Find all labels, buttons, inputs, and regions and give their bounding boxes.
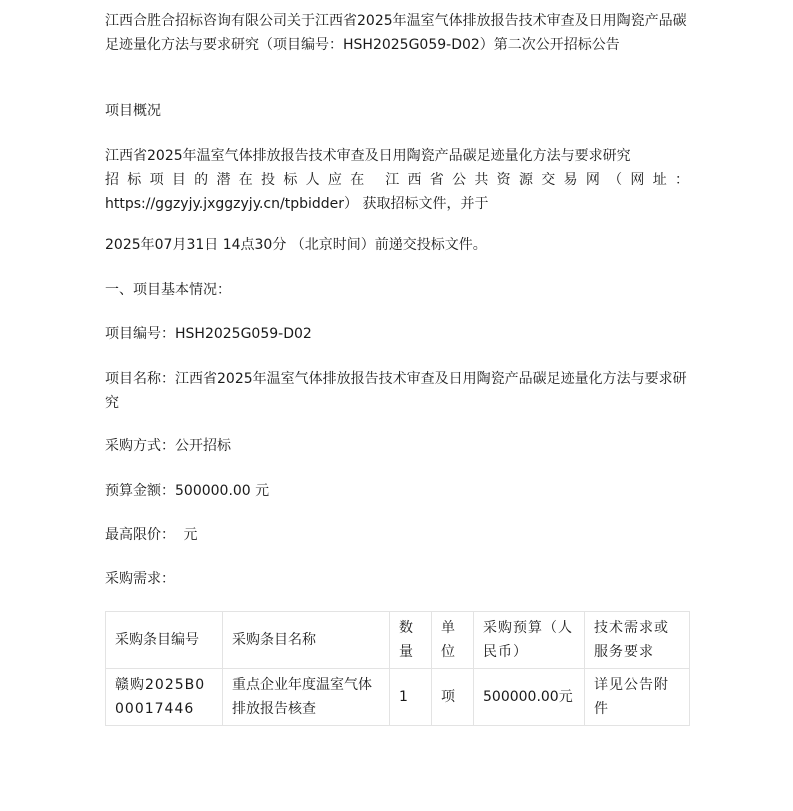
max-price-label: 最高限价： xyxy=(105,527,175,543)
cell-tech-requirements: 详见公告附件 xyxy=(585,669,690,726)
budget-label: 预算金额： xyxy=(105,483,175,499)
overview-line-3-link[interactable]: https://ggzyjy.jxggzyjy.cn/tpbidder） 获取招标文件，并于 xyxy=(105,196,489,212)
announcement-title: 江西合胜合招标咨询有限公司关于江西省2025年温室气体排放报告技术审查及日用陶瓷产品碳足迹量化方法与要求研究（项目编号：HSH2025G059-D02）第二次公开招标公告 xyxy=(105,13,687,53)
overview-line-2: 招标项目的潜在投标人应在 江西省公共资源交易网（网址： xyxy=(105,172,689,188)
procurement-method-label: 采购方式： xyxy=(105,438,175,454)
max-price-line xyxy=(105,523,689,547)
overview-line-1: 江西省2025年温室气体排放报告技术审查及日用陶瓷产品碳足迹量化方法与要求研究 xyxy=(105,148,631,164)
procurement-method-line xyxy=(105,434,689,458)
overview-paragraph xyxy=(105,144,689,216)
project-number-line xyxy=(105,322,689,346)
header-item-name: 采购条目名称 xyxy=(223,612,390,669)
max-price-value: 元 xyxy=(179,527,198,543)
project-name-line xyxy=(105,367,689,415)
header-item-number: 采购条目编号 xyxy=(106,612,223,669)
section-1-heading: 一、项目基本情况： xyxy=(105,282,231,298)
project-name-value: 江西省2025年温室气体排放报告技术审查及日用陶瓷产品碳足迹量化方法与要求研究 xyxy=(105,371,687,411)
bid-deadline: 2025年07月31日 14点30分 （北京时间）前递交投标文件。 xyxy=(105,237,487,253)
cell-quantity: 1 xyxy=(390,669,432,726)
project-number-value: HSH2025G059-D02 xyxy=(175,326,312,342)
table-row xyxy=(106,669,690,726)
budget-value: 500000.00 元 xyxy=(175,483,270,499)
header-tech-requirements: 技术需求或服务要求 xyxy=(585,612,690,669)
budget-line xyxy=(105,479,689,503)
requirements-label: 采购需求： xyxy=(105,571,175,587)
project-number-label: 项目编号： xyxy=(105,326,175,342)
header-quantity: 数量 xyxy=(390,612,432,669)
overview-heading: 项目概况 xyxy=(105,103,161,119)
procurement-method-value: 公开招标 xyxy=(175,438,231,454)
cell-budget: 500000.00元 xyxy=(474,669,585,726)
table-header-row xyxy=(106,612,690,669)
project-name-label: 项目名称： xyxy=(105,371,175,387)
requirements-table xyxy=(105,611,690,726)
header-budget: 采购预算（人民币） xyxy=(474,612,585,669)
cell-item-number: 赣购2025B000017446 xyxy=(106,669,223,726)
cell-item-name: 重点企业年度温室气体排放报告核查 xyxy=(223,669,390,726)
cell-unit: 项 xyxy=(432,669,474,726)
header-unit: 单位 xyxy=(432,612,474,669)
